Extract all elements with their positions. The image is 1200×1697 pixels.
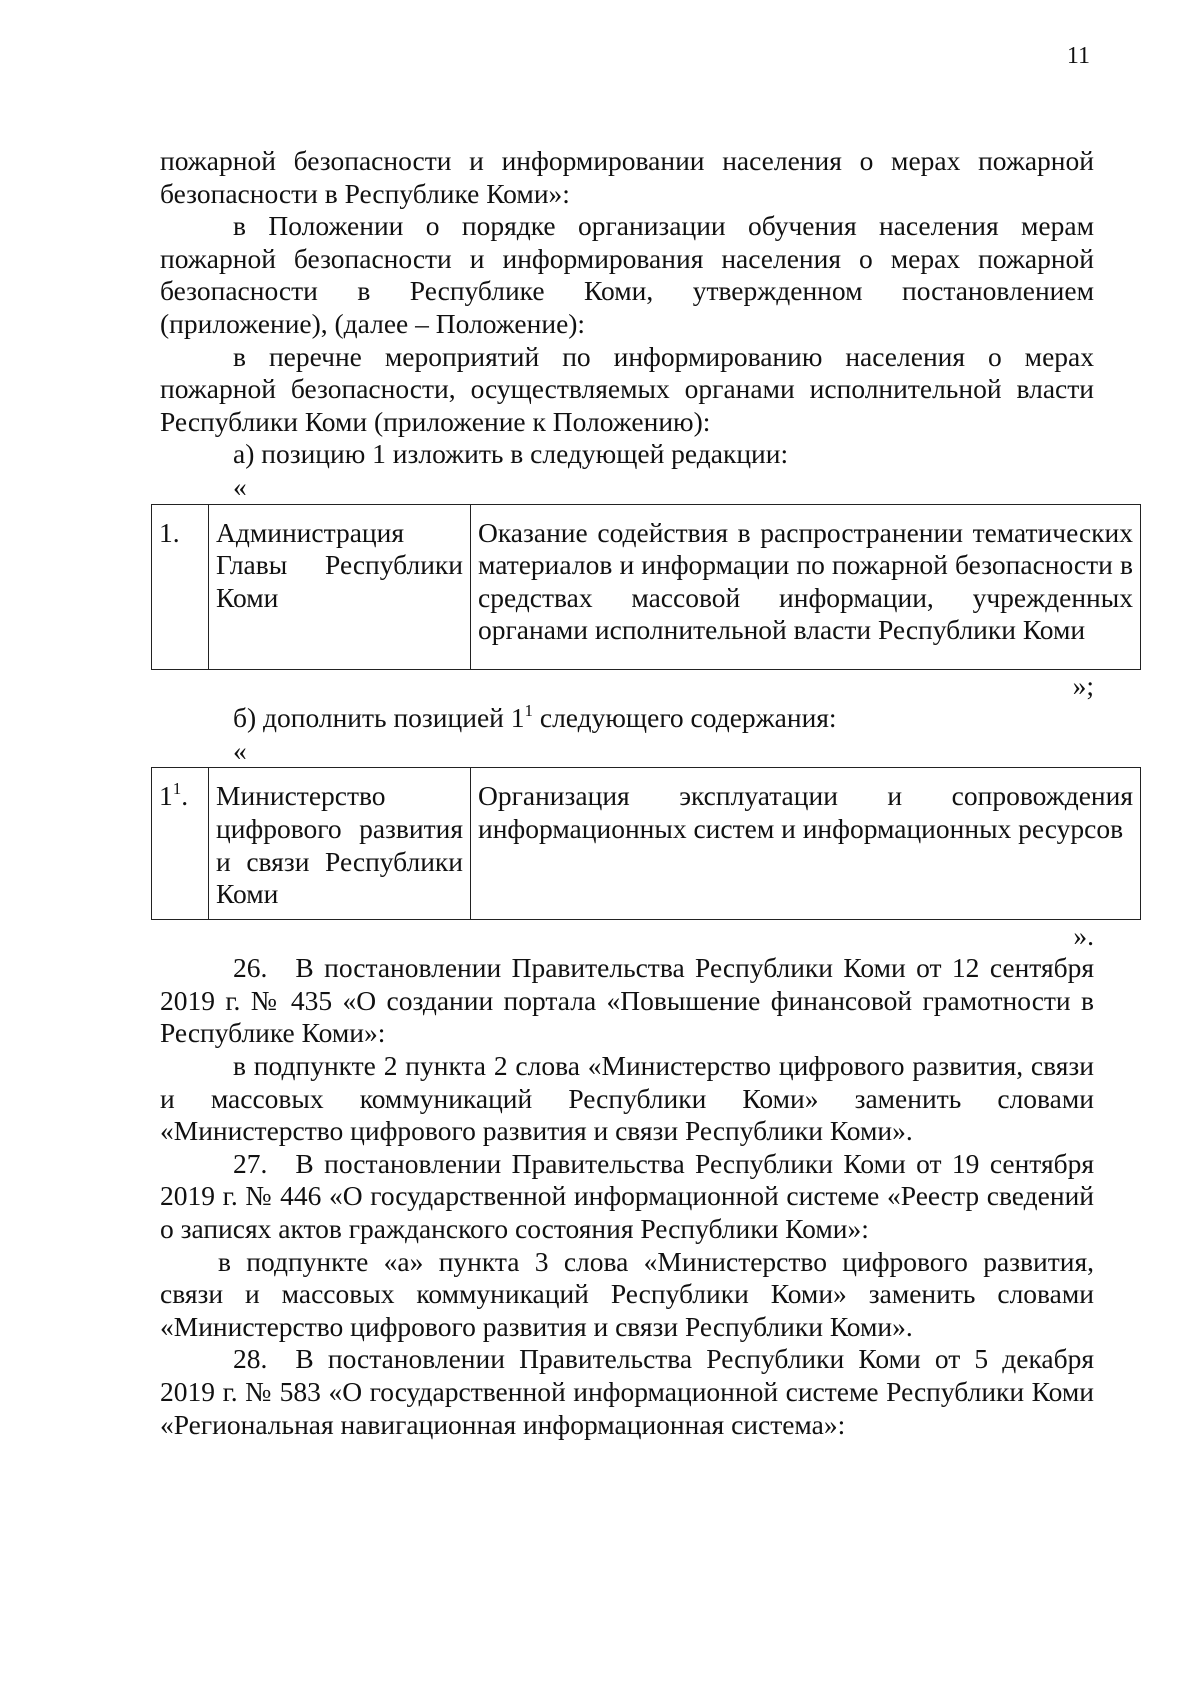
paragraph-item-b [160,702,1094,735]
action-cell: Организация эксплуатации и сопровождения информационных систем и информационных ресурсов [471,768,1141,919]
paragraph-continuation: пожарной безопасности и информировании населения о мерах пожарной безопасности в Республике Коми»: [160,145,1094,209]
paragraph-27 [160,1148,1094,1246]
action-cell: Оказание содействия в распространении тематических материалов и информации по пожарной безопасности в средствах массовой информации, учрежденных органами исполнительной власти Республики Коми [471,504,1141,669]
paragraph-28 [160,1343,1094,1441]
position-1-1-table [151,767,1141,919]
paragraph-28-text: В постановлении Правительства Республики Коми от 5 декабря 2019 г. № 583 «О государственной информационной системе Республики Коми «Региональная навигационная информационная система»: [160,1343,1094,1440]
paragraph-26 [160,952,1094,1050]
close-quote-1: »; [1072,669,1094,701]
document-body [159,145,1133,1441]
organization-cell: Администрация Главы Республики Коми [209,504,471,669]
paragraph-27-amendment: в подпункте «а» пункта 3 слова «Министерство цифрового развития, связи и массовых коммуникаций Республики Коми» заменить словами «Министерство цифрового развития и связи Республики Коми». [160,1245,1094,1342]
paragraph-26-text: В постановлении Правительства Республики Коми от 12 сентября 2019 г. № 435 «О создании портала «Повышение финансовой грамотности в Республике Коми»: [160,952,1094,1049]
table-row [152,504,1141,669]
position-number-dot: . [181,780,189,812]
item-number-28: 28. [233,1343,268,1375]
item-b-text-start: б) дополнить позицией 1 [233,702,525,734]
item-number-26: 26. [233,952,268,984]
open-quote-1: « [233,470,247,502]
item-number-27: 27. [233,1147,268,1179]
page-number: 11 [1066,43,1090,69]
position-number-cell: 1. [152,504,209,669]
paragraph-regulation: в Положении о порядке организации обучения населения мерам пожарной безопасности и информирования населения о мерах пожарной безопасности в Республике Коми, утвержденном постановлением (приложение), (далее – Положение): [160,210,1094,339]
paragraph-list-of-measures: в перечне мероприятий по информированию населения о мерах пожарной безопасности, осуществляемых органами исполнительной власти Республики Коми (приложение к Положению): [160,340,1094,437]
position-number-base: 1 [159,780,173,812]
position-number-superscript: 1 [172,779,182,799]
table-row [152,768,1141,919]
paragraph-27-text: В постановлении Правительства Республики Коми от 19 сентября 2019 г. № 446 «О государственной информационной системе «Реестр сведений о записях актов гражданского состояния Республики Коми»: [160,1147,1094,1245]
position-1-table [151,504,1141,670]
position-number-cell [152,768,209,919]
organization-cell: Министерство цифрового развития и связи Республики Коми [209,768,471,919]
item-b-superscript: 1 [524,701,533,721]
item-b-text-end: следующего содержания: [533,702,837,734]
paragraph-item-a: а) позицию 1 изложить в следующей редакции: [233,438,789,470]
paragraph-26-amendment: в подпункте 2 пункта 2 слова «Министерство цифрового развития, связи и массовых коммуникаций Республики Коми» заменить словами «Министерство цифрового развития и связи Республики Коми». [160,1050,1094,1147]
close-quote-2: ». [1073,919,1094,951]
open-quote-2: « [233,734,247,766]
